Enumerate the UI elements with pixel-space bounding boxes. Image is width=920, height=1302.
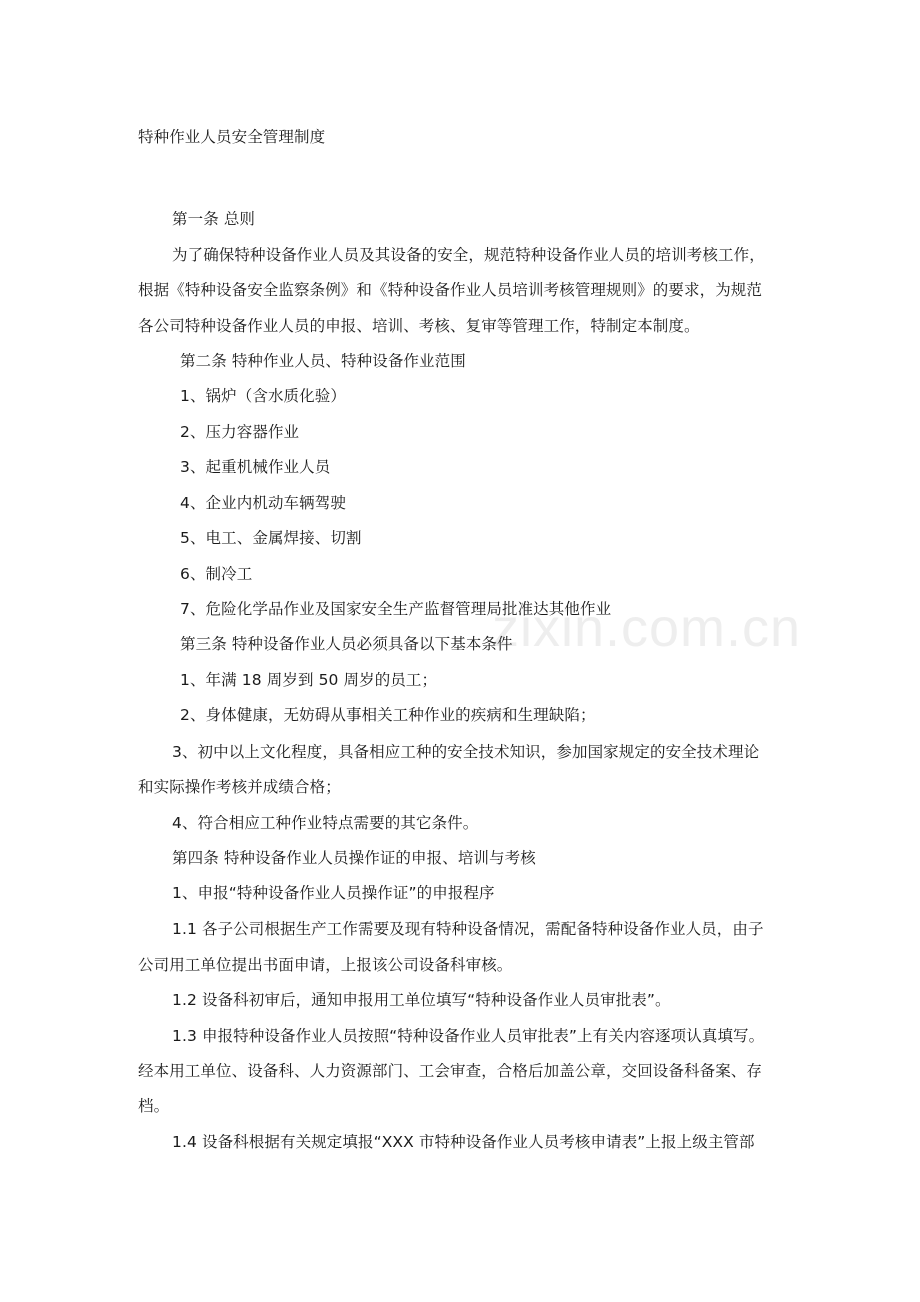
document-title: 特种作业人员安全管理制度 (138, 128, 326, 146)
article-3-heading: 第三条 特种设备作业人员必须具备以下基本条件 (180, 635, 513, 653)
paragraph-line: 1.2 设备科初审后，通知申报用工单位填写“特种设备作业人员审批表”。 (172, 991, 671, 1009)
list-item: 2、身体健康，无妨碍从事相关工种作业的疾病和生理缺陷； (180, 706, 596, 724)
paragraph-line: 经本用工单位、设备科、人力资源部门、工会审查，合格后加盖公章，交回设备科备案、存 (138, 1062, 763, 1080)
article-4-heading: 第四条 特种设备作业人员操作证的申报、培训与考核 (172, 849, 536, 867)
watermark: zixin.com.cn (492, 598, 802, 658)
paragraph-line: 为了确保特种设备作业人员及其设备的安全，规范特种设备作业人员的培训考核工作， (172, 246, 765, 264)
list-item: 2、压力容器作业 (180, 423, 300, 441)
list-item: 3、起重机械作业人员 (180, 458, 331, 476)
list-item: 1、锅炉（含水质化验） (180, 387, 346, 405)
paragraph-line: 公司用工单位提出书面申请，上报该公司设备科审核。 (138, 956, 513, 974)
list-item: 1、申报“特种设备作业人员操作证”的申报程序 (172, 884, 495, 902)
article-1-heading: 第一条 总则 (172, 210, 256, 228)
list-item: 1、年满 18 周岁到 50 周岁的员工； (180, 671, 438, 689)
list-item: 4、企业内机动车辆驾驶 (180, 494, 346, 512)
list-item: 4、符合相应工种作业特点需要的其它条件。 (172, 814, 479, 832)
list-item: 3、初中以上文化程度，具备相应工种的安全技术知识，参加国家规定的安全技术理论 (172, 743, 760, 761)
article-2-heading: 第二条 特种作业人员、特种设备作业范围 (180, 352, 466, 370)
list-item: 5、电工、金属焊接、切割 (180, 529, 362, 547)
list-item: 6、制冷工 (180, 565, 253, 583)
paragraph-line: 根据《特种设备安全监察条例》和《特种设备作业人员培训考核管理规则》的要求，为规范 (138, 281, 763, 299)
paragraph-line: 和实际操作考核并成绩合格； (138, 778, 341, 796)
paragraph-line: 档。 (138, 1097, 170, 1115)
paragraph-line: 各公司特种设备作业人员的申报、培训、考核、复审等管理工作，特制定本制度。 (138, 317, 700, 335)
paragraph-line: 1.3 申报特种设备作业人员按照“特种设备作业人员审批表”上有关内容逐项认真填写。 (172, 1027, 765, 1045)
list-item: 7、危险化学品作业及国家安全生产监督管理局批准达其他作业 (180, 600, 612, 618)
paragraph-line: 1.4 设备科根据有关规定填报“XXX 市特种设备作业人员考核申请表”上报上级主管部 (172, 1133, 755, 1151)
paragraph-line: 1.1 各子公司根据生产工作需要及现有特种设备情况，需配备特种设备作业人员，由子 (172, 920, 764, 938)
